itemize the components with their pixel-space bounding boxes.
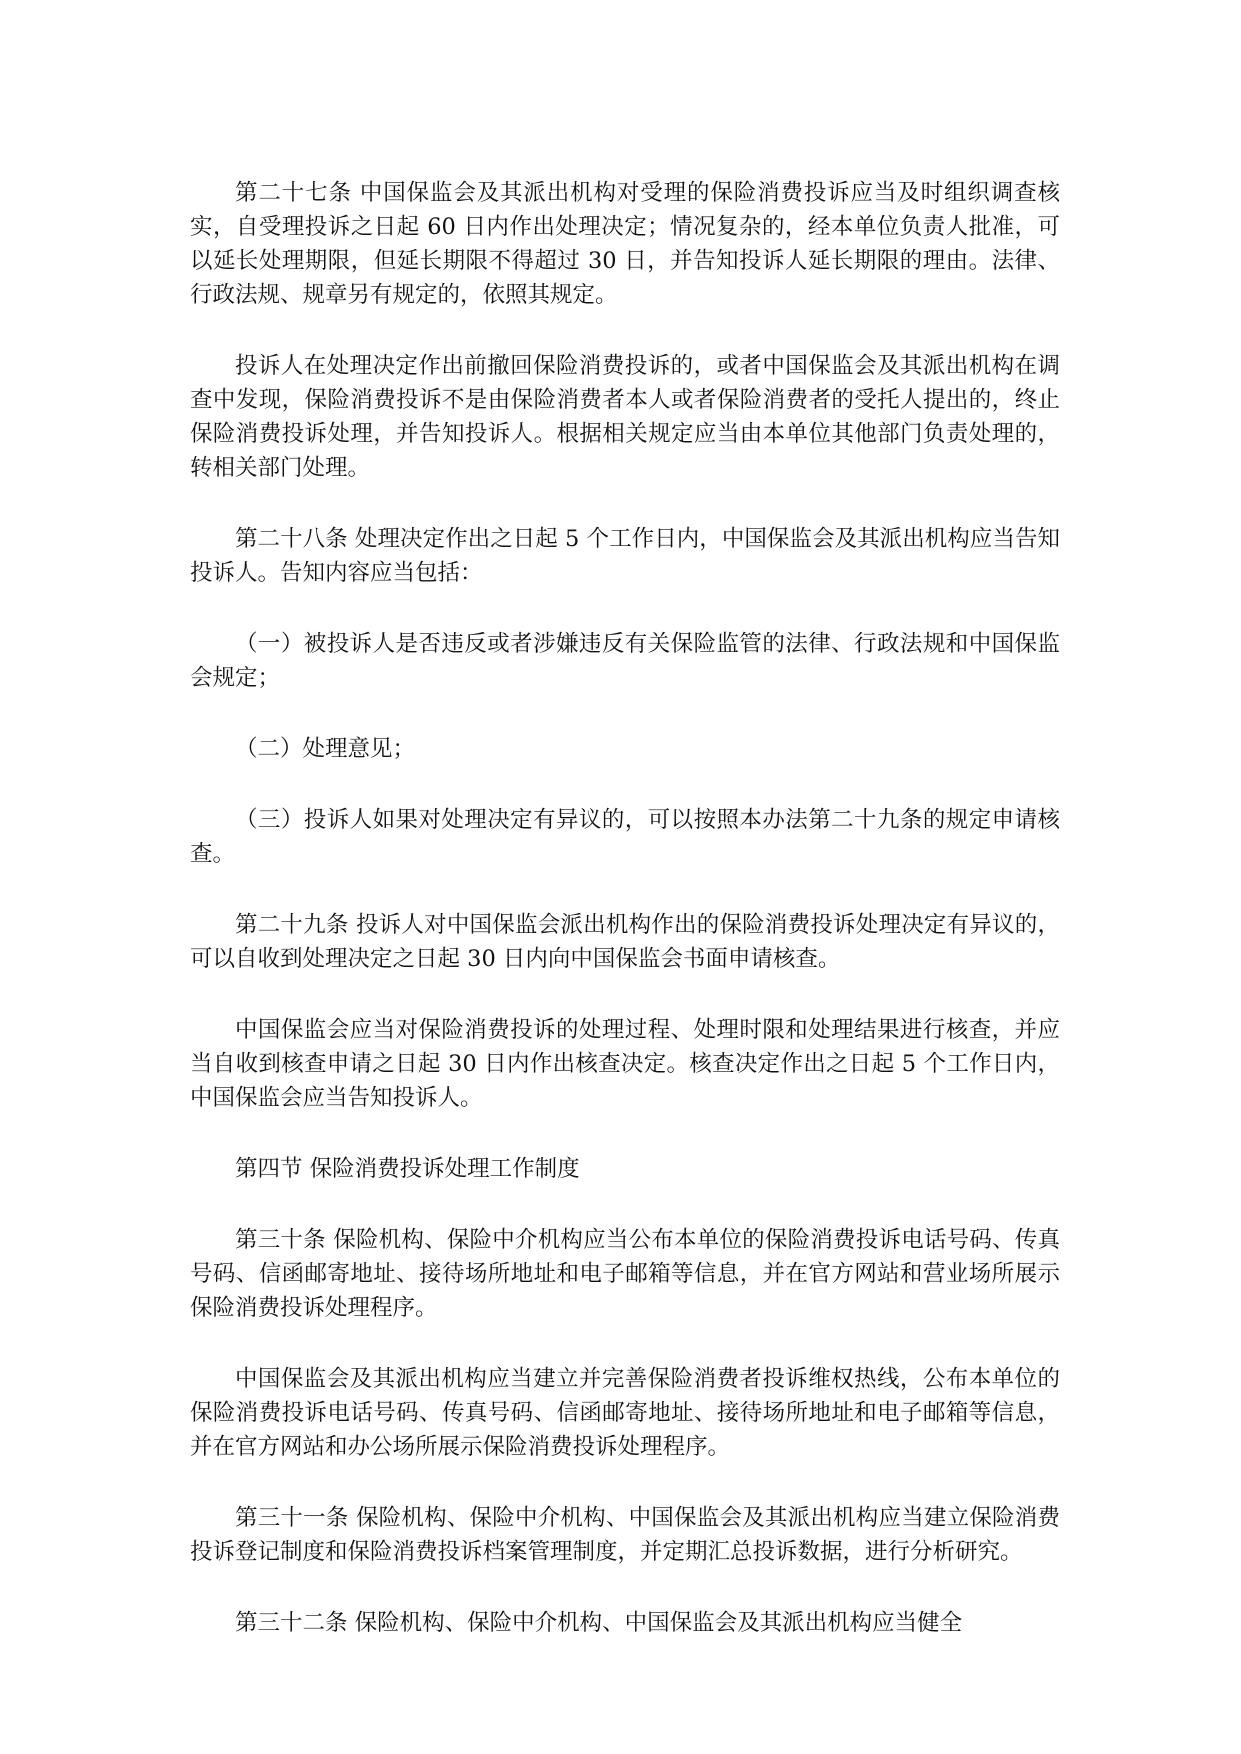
list-item-2: （二）处理意见； [235,736,416,762]
paragraph-hotline: 中国保监会及其派出机构应当建立并完善保险消费者投诉维权热线，公布本单位的保险消费投诉电话号码、传真号码、信函邮寄地址、接待场所地址和电子邮箱等信息，并在官方网站和办公场所展示保险消费投诉处理程序。 [190,1366,1060,1460]
paragraph-article-32: 第三十二条 保险机构、保险中介机构、中国保监会及其派出机构应当健全 [235,1610,963,1636]
list-item-3: （三）投诉人如果对处理决定有异议的，可以按照本办法第二十九条的规定申请核查。 [190,807,1060,867]
paragraph-article-29: 第二十九条 投诉人对中国保监会派出机构作出的保险消费投诉处理决定有异议的，可以自收到处理决定之日起 30 日内向中国保监会书面申请核查。 [190,912,1060,972]
section-heading-4: 第四节 保险消费投诉处理工作制度 [235,1156,580,1182]
paragraph-article-28: 第二十八条 处理决定作出之日起 5 个工作日内，中国保监会及其派出机构应当告知投诉人。告知内容应当包括： [190,526,1060,586]
document-body [190,176,1060,1640]
paragraph-article-27: 第二十七条 中国保监会及其派出机构对受理的保险消费投诉应当及时组织调查核实，自受理投诉之日起 60 日内作出处理决定；情况复杂的，经本单位负责人批准，可以延长处理期限，但延长期限不得超过 30 日，并告知投诉人延长期限的理由。法律、行政法规、规章另有规定的，依照其规定。 [190,180,1060,308]
paragraph-withdrawal: 投诉人在处理决定作出前撤回保险消费投诉的，或者中国保监会及其派出机构在调查中发现，保险消费投诉不是由保险消费者本人或者保险消费者的受托人提出的，终止保险消费投诉处理，并告知投诉人。根据相关规定应当由本单位其他部门负责处理的，转相关部门处理。 [190,353,1060,481]
paragraph-article-31: 第三十一条 保险机构、保险中介机构、中国保监会及其派出机构应当建立保险消费投诉登记制度和保险消费投诉档案管理制度，并定期汇总投诉数据，进行分析研究。 [190,1505,1060,1565]
list-item-1: （一）被投诉人是否违反或者涉嫌违反有关保险监管的法律、行政法规和中国保监会规定； [190,631,1060,691]
paragraph-article-30: 第三十条 保险机构、保险中介机构应当公布本单位的保险消费投诉电话号码、传真号码、信函邮寄地址、接待场所地址和电子邮箱等信息，并在官方网站和营业场所展示保险消费投诉处理程序。 [190,1227,1060,1321]
paragraph-review: 中国保监会应当对保险消费投诉的处理过程、处理时限和处理结果进行核查，并应当自收到核查申请之日起 30 日内作出核查决定。核查决定作出之日起 5 个工作日内，中国保监会应当告知投诉人。 [190,1017,1060,1111]
